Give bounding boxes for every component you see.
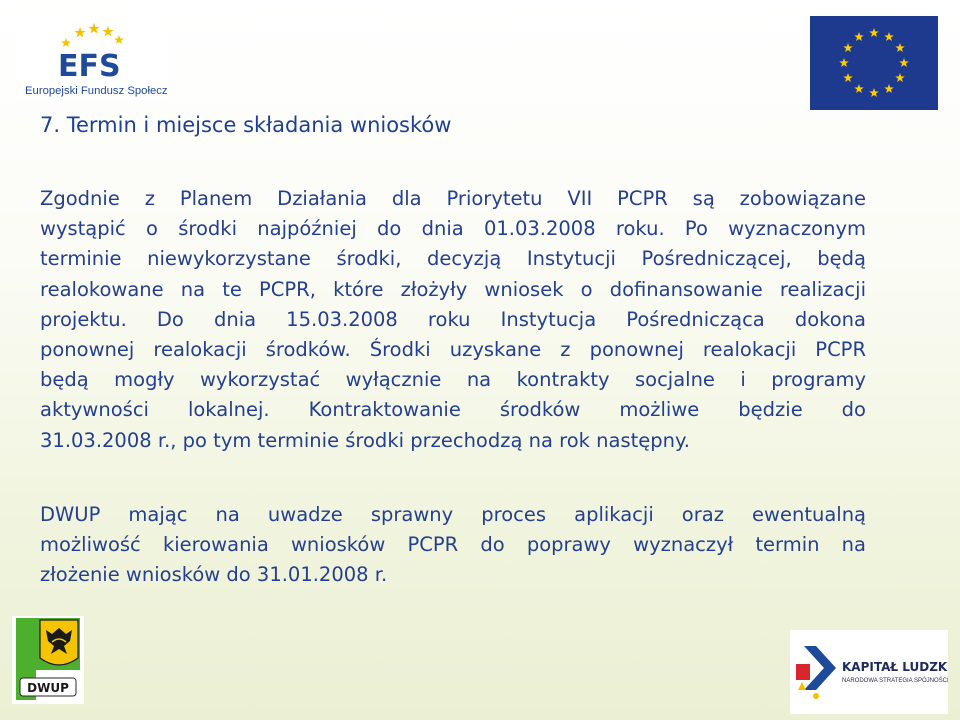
eu-flag bbox=[810, 16, 938, 110]
eu-star-icon bbox=[884, 32, 894, 41]
text-line: wystąpić o środki najpóźniej do dnia 01.03.2008 roku. Po wyznaczonym bbox=[40, 217, 866, 241]
kl-tagline: NARODOWA STRATEGIA SPÓJNOŚCI bbox=[842, 678, 948, 684]
eu-star-icon bbox=[899, 58, 909, 67]
kl-name: KAPITAŁ LUDZKI bbox=[842, 660, 948, 674]
text-line: projektu. Do dnia 15.03.2008 roku Instytucja Pośrednicząca dokona bbox=[40, 307, 866, 331]
text-line: ponownej realokacji środków. Środki uzyskane z ponownej realokacji PCPR bbox=[40, 338, 866, 362]
paragraph-dwup-deadline bbox=[40, 500, 866, 591]
text-line: 31.03.2008 r., po tym terminie środki przechodzą na rok następny. bbox=[40, 428, 690, 452]
text-line: terminie niewykorzystane środki, decyzją Instytucji Pośredniczącej, będą bbox=[40, 247, 866, 271]
text-line: Zgodnie z Planem Działania dla Priorytetu VII PCPR są zobowiązane bbox=[40, 187, 866, 210]
text-line: będą mogły wykorzystać wyłącznie na kontrakty socjalne i programy bbox=[40, 368, 866, 392]
paragraph-submission-deadline bbox=[40, 184, 866, 456]
efs-name: Europejski Fundusz Społeczny bbox=[25, 85, 168, 97]
eu-star-icon bbox=[869, 88, 879, 97]
text-line: realokowane na te PCPR, które złożyły wniosek o dofinansowanie realizacji bbox=[40, 277, 866, 301]
eu-star-icon bbox=[884, 84, 894, 93]
eu-star-icon bbox=[839, 58, 849, 67]
dwup-logo bbox=[10, 614, 86, 706]
text-line: DWUP mając na uwadze sprawny proces aplikacji oraz ewentualną bbox=[40, 503, 866, 526]
eu-stars bbox=[810, 16, 938, 110]
dwup-text: DWUP bbox=[27, 681, 69, 695]
eu-star-icon bbox=[843, 73, 853, 82]
eu-star-icon bbox=[869, 28, 879, 37]
eu-star-icon bbox=[895, 43, 905, 52]
text-line: aktywności lokalnej. Kontraktowanie środków możliwe będzie do bbox=[40, 398, 866, 422]
text-line: złożenie wniosków do 31.01.2008 r. bbox=[40, 563, 388, 587]
eu-star-icon bbox=[895, 73, 905, 82]
eu-star-icon bbox=[854, 84, 864, 93]
section-title: 7. Termin i miejsce składania wniosków bbox=[40, 113, 452, 137]
eu-star-icon bbox=[854, 32, 864, 41]
kapital-ludzki-logo bbox=[790, 630, 948, 714]
efs-mark: EFS bbox=[58, 49, 121, 84]
efs-logo bbox=[18, 14, 168, 100]
eu-star-icon bbox=[843, 43, 853, 52]
text-line: możliwość kierowania wniosków PCPR do poprawy wyznaczył termin na bbox=[40, 533, 866, 557]
